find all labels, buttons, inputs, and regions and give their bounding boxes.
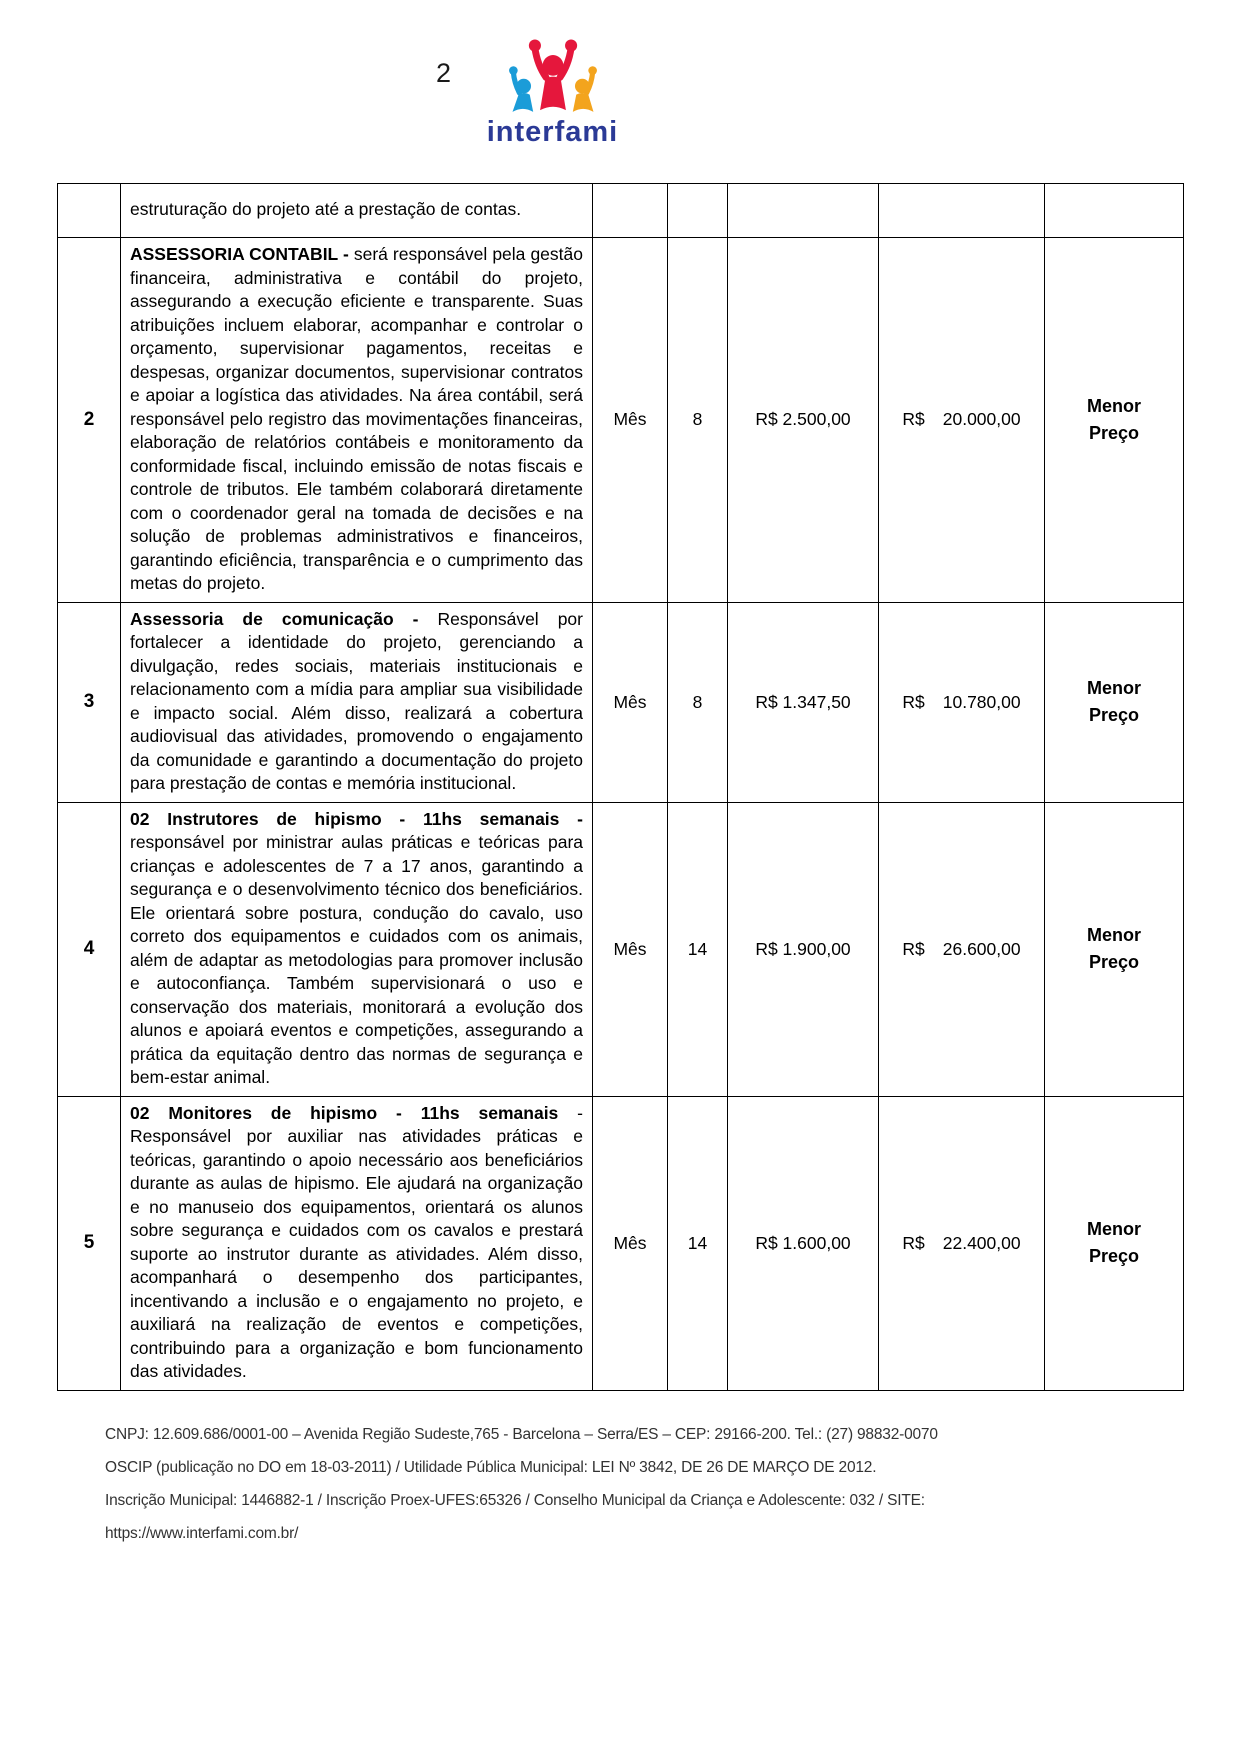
footer-line-oscip: OSCIP (publicação no DO em 18-03-2011) / Utilidade Pública Municipal: LEI Nº 3842, DE 26 DE MARÇO DE 2012. bbox=[105, 1458, 877, 1476]
award-criterion-cell bbox=[1045, 1096, 1184, 1390]
row-number-cell: 4 bbox=[58, 802, 121, 1096]
award-label: Menor Preço bbox=[1087, 1219, 1141, 1266]
description-cell bbox=[121, 602, 593, 802]
description-text: será responsável pela gestão financeira, administrativa e contábil do projeto, assegurando a execução eficiente e transparente. Suas atribuições incluem elaborar, acompanhar e controlar o orçamento, supervisionar pagamentos, receitas e despesas, organizar documentos, supervisionar contratos e apoiar a logística das atividades. Na área contábil, será responsável pelo registro das movimentações financeiras, elaboração de relatórios contábeis e monitoramento da conformidade fiscal, incluindo emissão de notas fiscais e controle de tributos. Ele também colaborará diretamente com o coordenador geral na tomada de decisões e na solução de problemas administrativos e financeiros, garantindo eficiência, transparência e o cumprimento das metas do projeto. bbox=[130, 244, 583, 593]
description-text: responsável por ministrar aulas práticas e teóricas para crianças e adolescentes de 7 a 17 anos, garantindo a segurança e o desenvolvimento técnico dos beneficiários. Ele orientará sobre postura, condução do cavalo, uso correto dos equipamentos e cuidados com os animais, além de adaptar as metodologias para promover inclusão e autoconfiança. Também supervisionará o uso e conservação dos materiais, monitorará a evolução dos alunos e apoiará eventos e competições, assegurando a prática da equitação dentro das normas de segurança e bem-estar animal. bbox=[130, 832, 583, 1087]
footer bbox=[105, 1425, 1131, 1544]
total-price-cell bbox=[879, 802, 1045, 1096]
award-criterion-cell bbox=[1045, 802, 1184, 1096]
unit-cell: Mês bbox=[593, 1096, 668, 1390]
description-cell bbox=[121, 802, 593, 1096]
quantity-cell bbox=[668, 184, 728, 238]
blue-figure-icon bbox=[509, 66, 533, 112]
description-lead: ASSESSORIA CONTABIL - bbox=[130, 244, 349, 264]
unit-cell: Mês bbox=[593, 602, 668, 802]
services-table bbox=[57, 183, 1184, 1391]
quantity-cell: 8 bbox=[668, 238, 728, 603]
quantity-cell: 14 bbox=[668, 1096, 728, 1390]
description-text: Responsável por fortalecer a identidade do projeto, gerenciando a divulgação, redes sociais, materiais institucionais e relacionamento com a mídia para ampliar sua visibilidade e impacto social. Além disso, realizará a cobertura audiovisual das atividades, promovendo o engajamento da comunidade e garantindo a documentação do projeto para prestação de contas e memória institucional. bbox=[130, 608, 583, 793]
award-label: Menor Preço bbox=[1087, 678, 1141, 725]
description-lead: 02 Monitores de hipismo - 11hs semanais bbox=[130, 1102, 559, 1123]
total-price-cell bbox=[879, 1096, 1045, 1390]
table-row bbox=[58, 602, 1184, 802]
quantity-cell: 8 bbox=[668, 602, 728, 802]
award-criterion-cell bbox=[1045, 602, 1184, 802]
total-value: 22.400,00 bbox=[942, 1232, 1021, 1253]
page-header bbox=[0, 0, 1241, 183]
unit-price-cell: R$ 1.600,00 bbox=[728, 1096, 879, 1390]
footer-line-cnpj: CNPJ: 12.609.686/0001-00 – Avenida Região Sudeste,765 - Barcelona – Serra/ES – CEP: 29166-200. Tel.: (27) 98832-0070 bbox=[105, 1425, 938, 1443]
logo-wordmark: interfami bbox=[486, 116, 619, 148]
description-text: - Responsável por auxiliar nas atividades práticas e teóricas, garantindo o apoio necessário aos beneficiários durante as aulas de hipismo. Ele ajudará na organização e no manuseio dos equipamentos, orientará os alunos sobre segurança e cuidados com os cavalos e prestará suporte ao instrutor durante as atividades. Além disso, acompanhará o desempenho dos participantes, incentivando a inclusão e o engajamento no projeto, e auxiliará na realização de eventos e competições, contribuindo para a organização e bom funcionamento das atividades. bbox=[130, 1102, 583, 1381]
total-value: 20.000,00 bbox=[942, 409, 1021, 430]
row-number-cell: 3 bbox=[58, 602, 121, 802]
logo-figures-icon bbox=[497, 34, 609, 114]
table-row bbox=[58, 1096, 1184, 1390]
award-criterion-cell bbox=[1045, 184, 1184, 238]
award-label: Menor Preço bbox=[1087, 925, 1141, 972]
page-number: 2 bbox=[436, 58, 452, 88]
description-lead: Assessoria de comunicação - bbox=[130, 608, 419, 629]
description-lead: 02 Instrutores de hipismo - 11hs semanais - bbox=[130, 808, 583, 829]
orange-figure-icon bbox=[572, 66, 596, 112]
unit-price-cell: R$ 2.500,00 bbox=[728, 238, 879, 603]
unit-cell bbox=[593, 184, 668, 238]
total-price-cell bbox=[879, 238, 1045, 603]
row-number-cell: 5 bbox=[58, 1096, 121, 1390]
quantity-cell: 14 bbox=[668, 802, 728, 1096]
total-currency: R$ bbox=[902, 1232, 925, 1253]
unit-price-cell: R$ 1.900,00 bbox=[728, 802, 879, 1096]
footer-line-website: https://www.interfami.com.br/ bbox=[105, 1524, 299, 1542]
total-value: 26.600,00 bbox=[942, 938, 1021, 959]
total-currency: R$ bbox=[902, 409, 925, 430]
unit-price-cell bbox=[728, 184, 879, 238]
description-cell bbox=[121, 238, 593, 603]
total-value: 10.780,00 bbox=[942, 691, 1021, 712]
description-cell bbox=[121, 184, 593, 238]
row-number-cell: 2 bbox=[58, 238, 121, 603]
interfami-logo bbox=[470, 34, 635, 149]
total-price-cell bbox=[879, 184, 1045, 238]
table-row bbox=[58, 184, 1184, 238]
total-price-cell bbox=[879, 602, 1045, 802]
description-cell bbox=[121, 1096, 593, 1390]
row-number-cell bbox=[58, 184, 121, 238]
table-row bbox=[58, 238, 1184, 603]
description-text: estruturação do projeto até a prestação de contas. bbox=[130, 199, 522, 220]
award-criterion-cell bbox=[1045, 238, 1184, 603]
red-figure-icon bbox=[528, 40, 576, 111]
unit-cell: Mês bbox=[593, 802, 668, 1096]
footer-line-inscricao: Inscrição Municipal: 1446882-1 / Inscrição Proex-UFES:65326 / Conselho Municipal da Criança e Adolescente: 032 / SITE: bbox=[105, 1491, 925, 1509]
total-currency: R$ bbox=[902, 691, 925, 712]
unit-cell: Mês bbox=[593, 238, 668, 603]
table-row bbox=[58, 802, 1184, 1096]
total-currency: R$ bbox=[902, 938, 925, 959]
unit-price-cell: R$ 1.347,50 bbox=[728, 602, 879, 802]
award-label: Menor Preço bbox=[1087, 395, 1141, 443]
